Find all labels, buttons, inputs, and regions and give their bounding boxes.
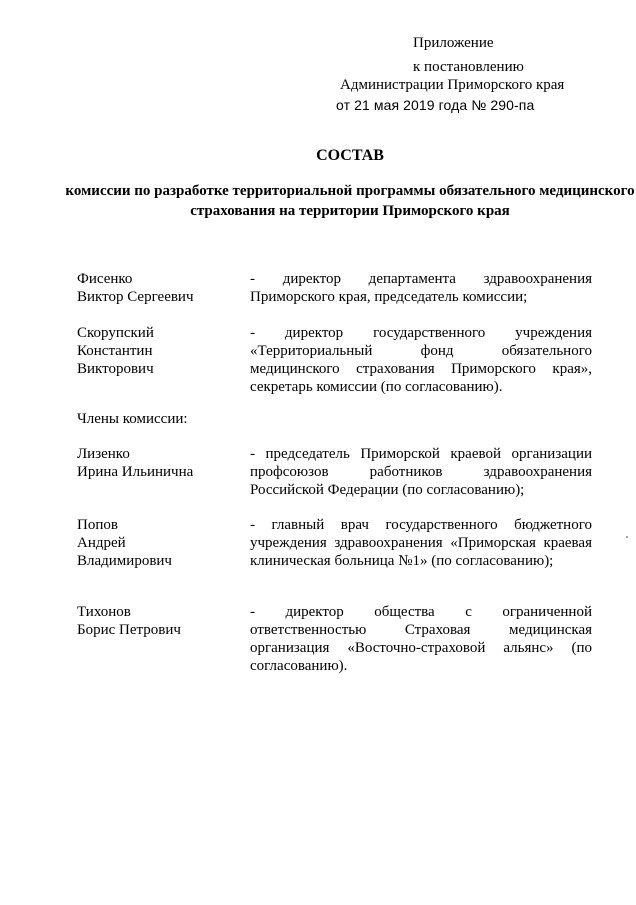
document-title: СОСТАВ <box>316 147 384 164</box>
scan-speck <box>626 536 628 538</box>
members-section-label: Члены комиссии: <box>77 411 188 427</box>
member-role: - директор департамента здравоохранения Приморского края, председатель комиссии; <box>250 271 592 305</box>
commission-subtitle: комиссии по разработке территориальной программы обязательного медицинского страхования на территории Приморского края <box>65 183 635 219</box>
member-name: Лизенко Ирина Ильинична <box>77 446 194 480</box>
member-name: Фисенко Виктор Сергеевич <box>77 271 194 305</box>
administration-label: Администрации Приморского края <box>340 77 565 93</box>
resolution-label: к постановлению <box>413 59 524 75</box>
member-name: Попов Андрей Владимирович <box>77 517 172 569</box>
member-name: Тихонов Борис Петрович <box>77 604 181 638</box>
member-name: Скорупский Константин Викторович <box>77 325 154 377</box>
member-role: - директор общества с ограниченной ответственностью Страховая медицинская организация «Восточно-страховой альянс» (по согласованию). <box>250 604 592 674</box>
member-role: - главный врач государственного бюджетного учреждения здравоохранения «Приморская краевая клиническая больница №1» (по согласованию); <box>250 517 592 569</box>
resolution-date-number: от 21 мая 2019 года № 290-па <box>336 97 535 113</box>
appendix-label: Приложение <box>413 35 494 51</box>
member-role: - председатель Приморской краевой организации профсоюзов работников здравоохранения Российской Федерации (по согласованию); <box>250 446 592 498</box>
member-role: - директор государственного учреждения «Территориальный фонд обязательного медицинского страхования Приморского края», секретарь комиссии (по согласованию). <box>250 325 592 395</box>
